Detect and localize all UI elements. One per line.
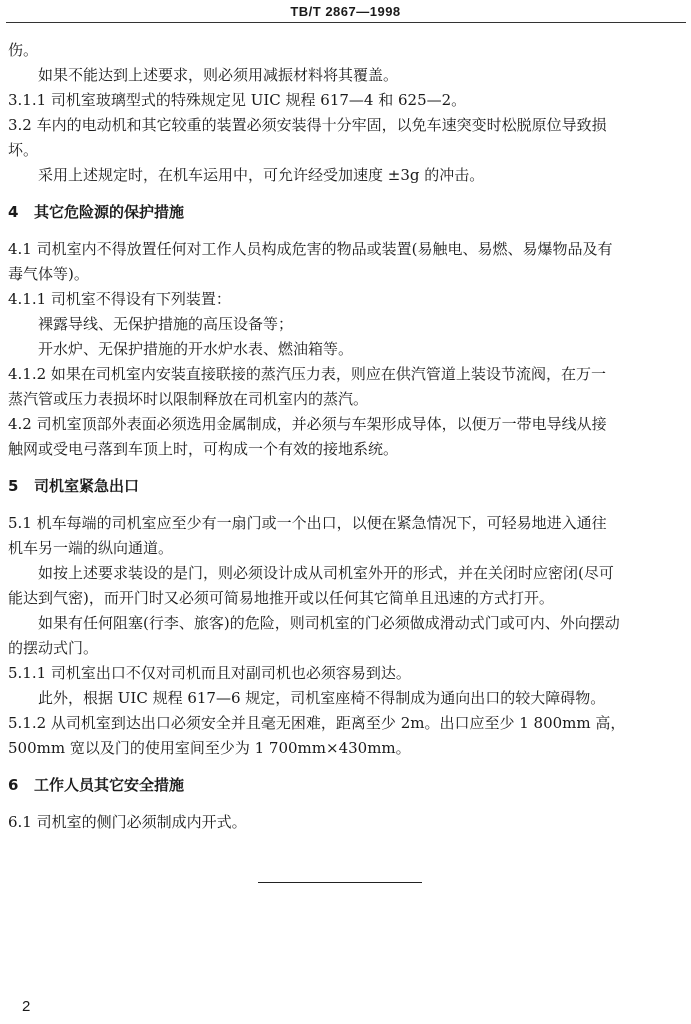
text-line: 500mm 宽以及门的使用室间至少为 1 700mm×430mm。 [8,739,411,757]
text-line: 如果不能达到上述要求，则必须用减振材料将其覆盖。 [38,66,399,84]
text-line: 毒气体等)。 [8,265,89,283]
section-number: 4 [8,203,19,221]
text-line: 机车另一端的纵向通道。 [8,539,174,557]
clause-4-1: 4.1 司机室内不得放置任何对工作人员构成危害的物品或装置(易触电、易燃、易爆物品及有 [8,240,613,258]
document-body [8,38,680,835]
clause-3-1-1: 3.1.1 司机室玻璃型式的特殊规定见 UIC 规程 617—4 和 625—2。 [8,91,467,109]
clause-5-1: 5.1 机车每端的司机室应至少有一扇门或一个出口，以便在紧急情况下，可轻易地进入通往 [8,514,607,532]
section-number: 6 [8,776,19,794]
text-line: 的摆动式门。 [8,639,99,657]
section-number: 5 [8,477,19,495]
section-heading-4 [8,200,680,225]
text-line: 如按上述要求装设的是门，则必须设计成从司机室外开的形式，并在关闭时应密闭(尽可 [38,564,614,582]
section-title: 其它危险源的保护措施 [34,203,185,221]
section-title: 司机室紧急出口 [34,477,140,495]
text-line: 能达到气密)，而开门时又必须可简易地推开或以任何其它简单且迅速的方式打开。 [8,589,554,607]
text-line: 伤。 [8,41,39,59]
text-line: 采用上述规定时，在机车运用中，可允许经受加速度 ±3g 的冲击。 [38,166,485,184]
text-line: 此外，根据 UIC 规程 617—6 规定，司机室座椅不得制成为通向出口的较大障碍物。 [38,689,606,707]
list-item: 开水炉、无保护措施的开水炉水表、燃油箱等。 [38,340,354,358]
clause-4-2: 4.2 司机室顶部外表面必须选用金属制成，并必须与车架形成导体，以便万一带电导线从接 [8,415,607,433]
section-heading-5 [8,474,680,499]
list-item: 裸露导线、无保护措施的高压设备等； [38,315,294,333]
clause-4-1-1: 4.1.1 司机室不得设有下列装置： [8,290,231,308]
text-line: 蒸汽管或压力表损坏时以限制释放在司机室内的蒸汽。 [8,390,369,408]
section-heading-6 [8,773,680,798]
page-number: 2 [22,998,31,1015]
text-line: 坏。 [8,141,39,159]
end-of-text-rule [258,882,422,883]
clause-5-1-1: 5.1.1 司机室出口不仅对司机而且对副司机也必须容易到达。 [8,664,411,682]
clause-4-1-2: 4.1.2 如果在司机室内安装直接联接的蒸汽压力表，则应在供汽管道上装设节流阀，在万一 [8,365,606,383]
clause-6-1: 6.1 司机室的侧门必须制成内开式。 [8,813,247,831]
text-line: 触网或受电弓落到车顶上时，可构成一个有效的接地系统。 [8,440,399,458]
section-title: 工作人员其它安全措施 [34,776,185,794]
clause-3-2: 3.2 车内的电动机和其它较重的装置必须安装得十分牢固，以免车速突变时松脱原位导致损 [8,116,607,134]
clause-5-1-2: 5.1.2 从司机室到达出口必须安全并且毫无困难，距离至少 2m。出口应至少 1 800mm 高， [8,714,626,732]
text-line: 如果有任何阻塞(行李、旅客)的危险，则司机室的门必须做成滑动式门或可内、外向摆动 [38,614,620,632]
standard-header: TB/T 2867—1998 [290,4,401,19]
header-rule [6,22,686,23]
